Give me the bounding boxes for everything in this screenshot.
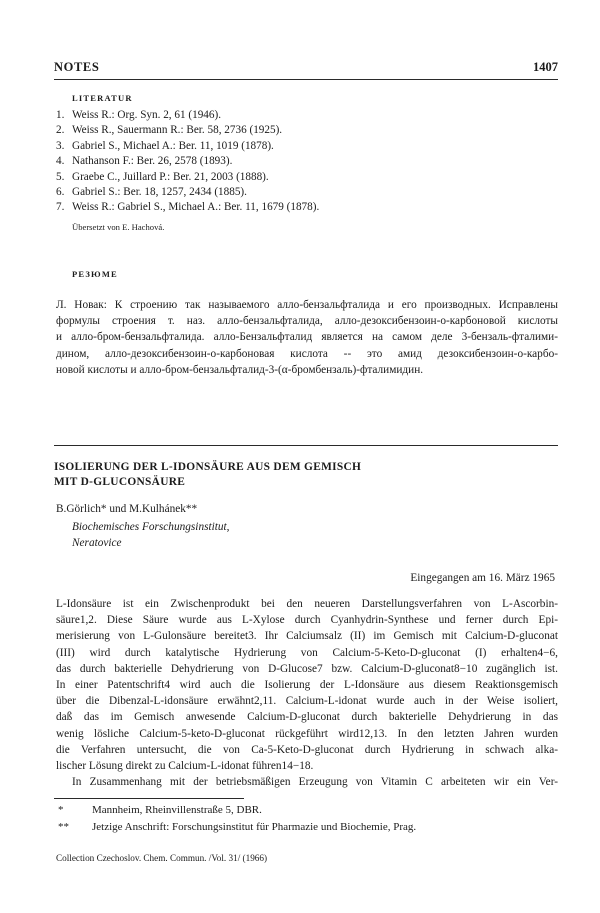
footnote: [58, 804, 262, 816]
header-rule: [54, 79, 558, 80]
body-line: (III) wird durch katalytische Hydrierung von Calcium-5-Keto-D-gluconat (I) erhalten4−6,: [56, 646, 558, 659]
journal-citation: Collection Czechoslov. Chem. Commun. /Vol. 31/ (1966): [56, 853, 268, 863]
reference-item: 4. Nathanson F.: Ber. 26, 2578 (1893).: [56, 155, 233, 168]
reference-item: 2. Weiss R., Sauermann R.: Ber. 58, 2736 (1925).: [56, 124, 283, 137]
resume-line: дином, алло-дезоксибензоин-о-карбоновая кислота -- это амид дезоксибензоин-о-карбо-: [56, 347, 558, 360]
article-body: [56, 596, 558, 790]
section-rule: [54, 445, 558, 446]
reference-item: 1. Weiss R.: Org. Syn. 2, 61 (1946).: [56, 109, 221, 121]
resume-line: формулы строения т. наз. алло-бензальфталида, алло-дезоксибензоин-о-карбоновой кислоты: [56, 315, 558, 328]
body-line: wenig lösliche Calcium-5-keto-D-gluconat rückgeführt wird12,13. In den letzten Jahren wurden: [56, 727, 558, 740]
footnote-text: Mannheim, Rheinvillenstraße 5, DBR.: [92, 804, 262, 816]
body-line: daß das im Gemisch anwesende Calcium-D-gluconat durch bakterielle Dehydrierung in das: [56, 711, 558, 724]
running-header: [54, 60, 558, 76]
reference-item: 7. Weiss R.: Gabriel S., Michael A.: Ber. 11, 1679 (1878).: [56, 201, 320, 214]
body-line: die Verfahren untersucht, die von Ca-5-Keto-D-gluconat durch Hydrierung in schwach alka-: [56, 743, 558, 756]
section-title: NOTES: [54, 60, 100, 74]
footnote: [58, 821, 416, 833]
resume-line: новой кислоты и алло-бром-бензальфталид-3-(α-бромбензаль)-фталимидин.: [56, 363, 424, 376]
footnote-text: Jetzige Anschrift: Forschungsinstitut für Pharmazie und Biochemie, Prag.: [92, 821, 417, 833]
article-title: [54, 460, 361, 490]
reference-list: [56, 108, 319, 216]
reference-item: 6. Gabriel S.: Ber. 18, 1257, 2434 (1885).: [56, 185, 247, 198]
article-authors: B.Görlich* und M.Kulhánek**: [56, 503, 198, 515]
body-line: lischer Lösung direkt zu Calcium-L-idonat führen14−18.: [56, 760, 314, 773]
institute: [72, 520, 230, 551]
footnote-rule: [54, 798, 244, 799]
body-line: In Zusammenhang mit der betriebsmäßigen Erzeugung von Vitamin C arbeiteten wir ein Ver-: [72, 776, 558, 789]
institute-city: Neratovice: [72, 536, 122, 549]
footnote-mark: **: [58, 821, 69, 833]
body-line: L-Idonsäure ist ein Zwischenprodukt bei den neueren Darstellungsverfahren von L-Ascorbin-: [56, 598, 558, 610]
reference-item: 3. Gabriel S., Michael A.: Ber. 11, 1019 (1878).: [56, 139, 274, 152]
received-date: Eingegangen am 16. März 1965: [410, 572, 555, 584]
title-line: MIT D-GLUCONSÄURE: [54, 476, 186, 488]
literature-heading: LITERATUR: [72, 93, 133, 103]
reference-item: 5. Graebe C., Juillard P.: Ber. 21, 2003 (1888).: [56, 170, 269, 183]
resume-heading: РЕЗЮМЕ: [72, 269, 118, 279]
resume-line: и алло-бром-бензальфталида. алло-Бензальфталид является на самом деле 3-бензаль-фталими-: [56, 331, 558, 344]
resume-line: Л. Новак: К строению так называемого алло-бензальфталида и его производных. Исправлены: [56, 299, 558, 311]
page-number: 1407: [533, 60, 558, 74]
body-line: über die Dibenzal-L-idonsäure erwähnt2,11. Calcium-L-idonat wurde auch in der Weise isoliert,: [56, 695, 558, 708]
resume-paragraph: [56, 297, 558, 378]
body-line: merisierung von L-Gulonsäure bereitet3. Ihr Calciumsalz (II) im Gemisch mit Calcium-D-gluconat: [56, 630, 558, 643]
body-line: In einer Patentschrift4 wird auch die Isolierung der L-Idonsäure aus diesem Reaktionsgemisch: [56, 679, 558, 692]
body-line: säure1,2. Diese Säure wurde aus L-Xylose durch Cyanhydrin-Synthese und ferner durch Epi-: [56, 614, 558, 627]
institute-name: Biochemisches Forschungsinstitut,: [72, 521, 230, 533]
body-line: das durch bakterielle Dehydrierung von D-Glucose7 bzw. Calcium-D-gluconat8−10 zugänglich ist.: [56, 662, 558, 675]
title-line: ISOLIERUNG DER L-IDONSÄURE AUS DEM GEMISCH: [54, 461, 362, 473]
footnote-mark: *: [58, 804, 64, 816]
translator-note: Übersetzt von E. Hachová.: [72, 222, 165, 232]
